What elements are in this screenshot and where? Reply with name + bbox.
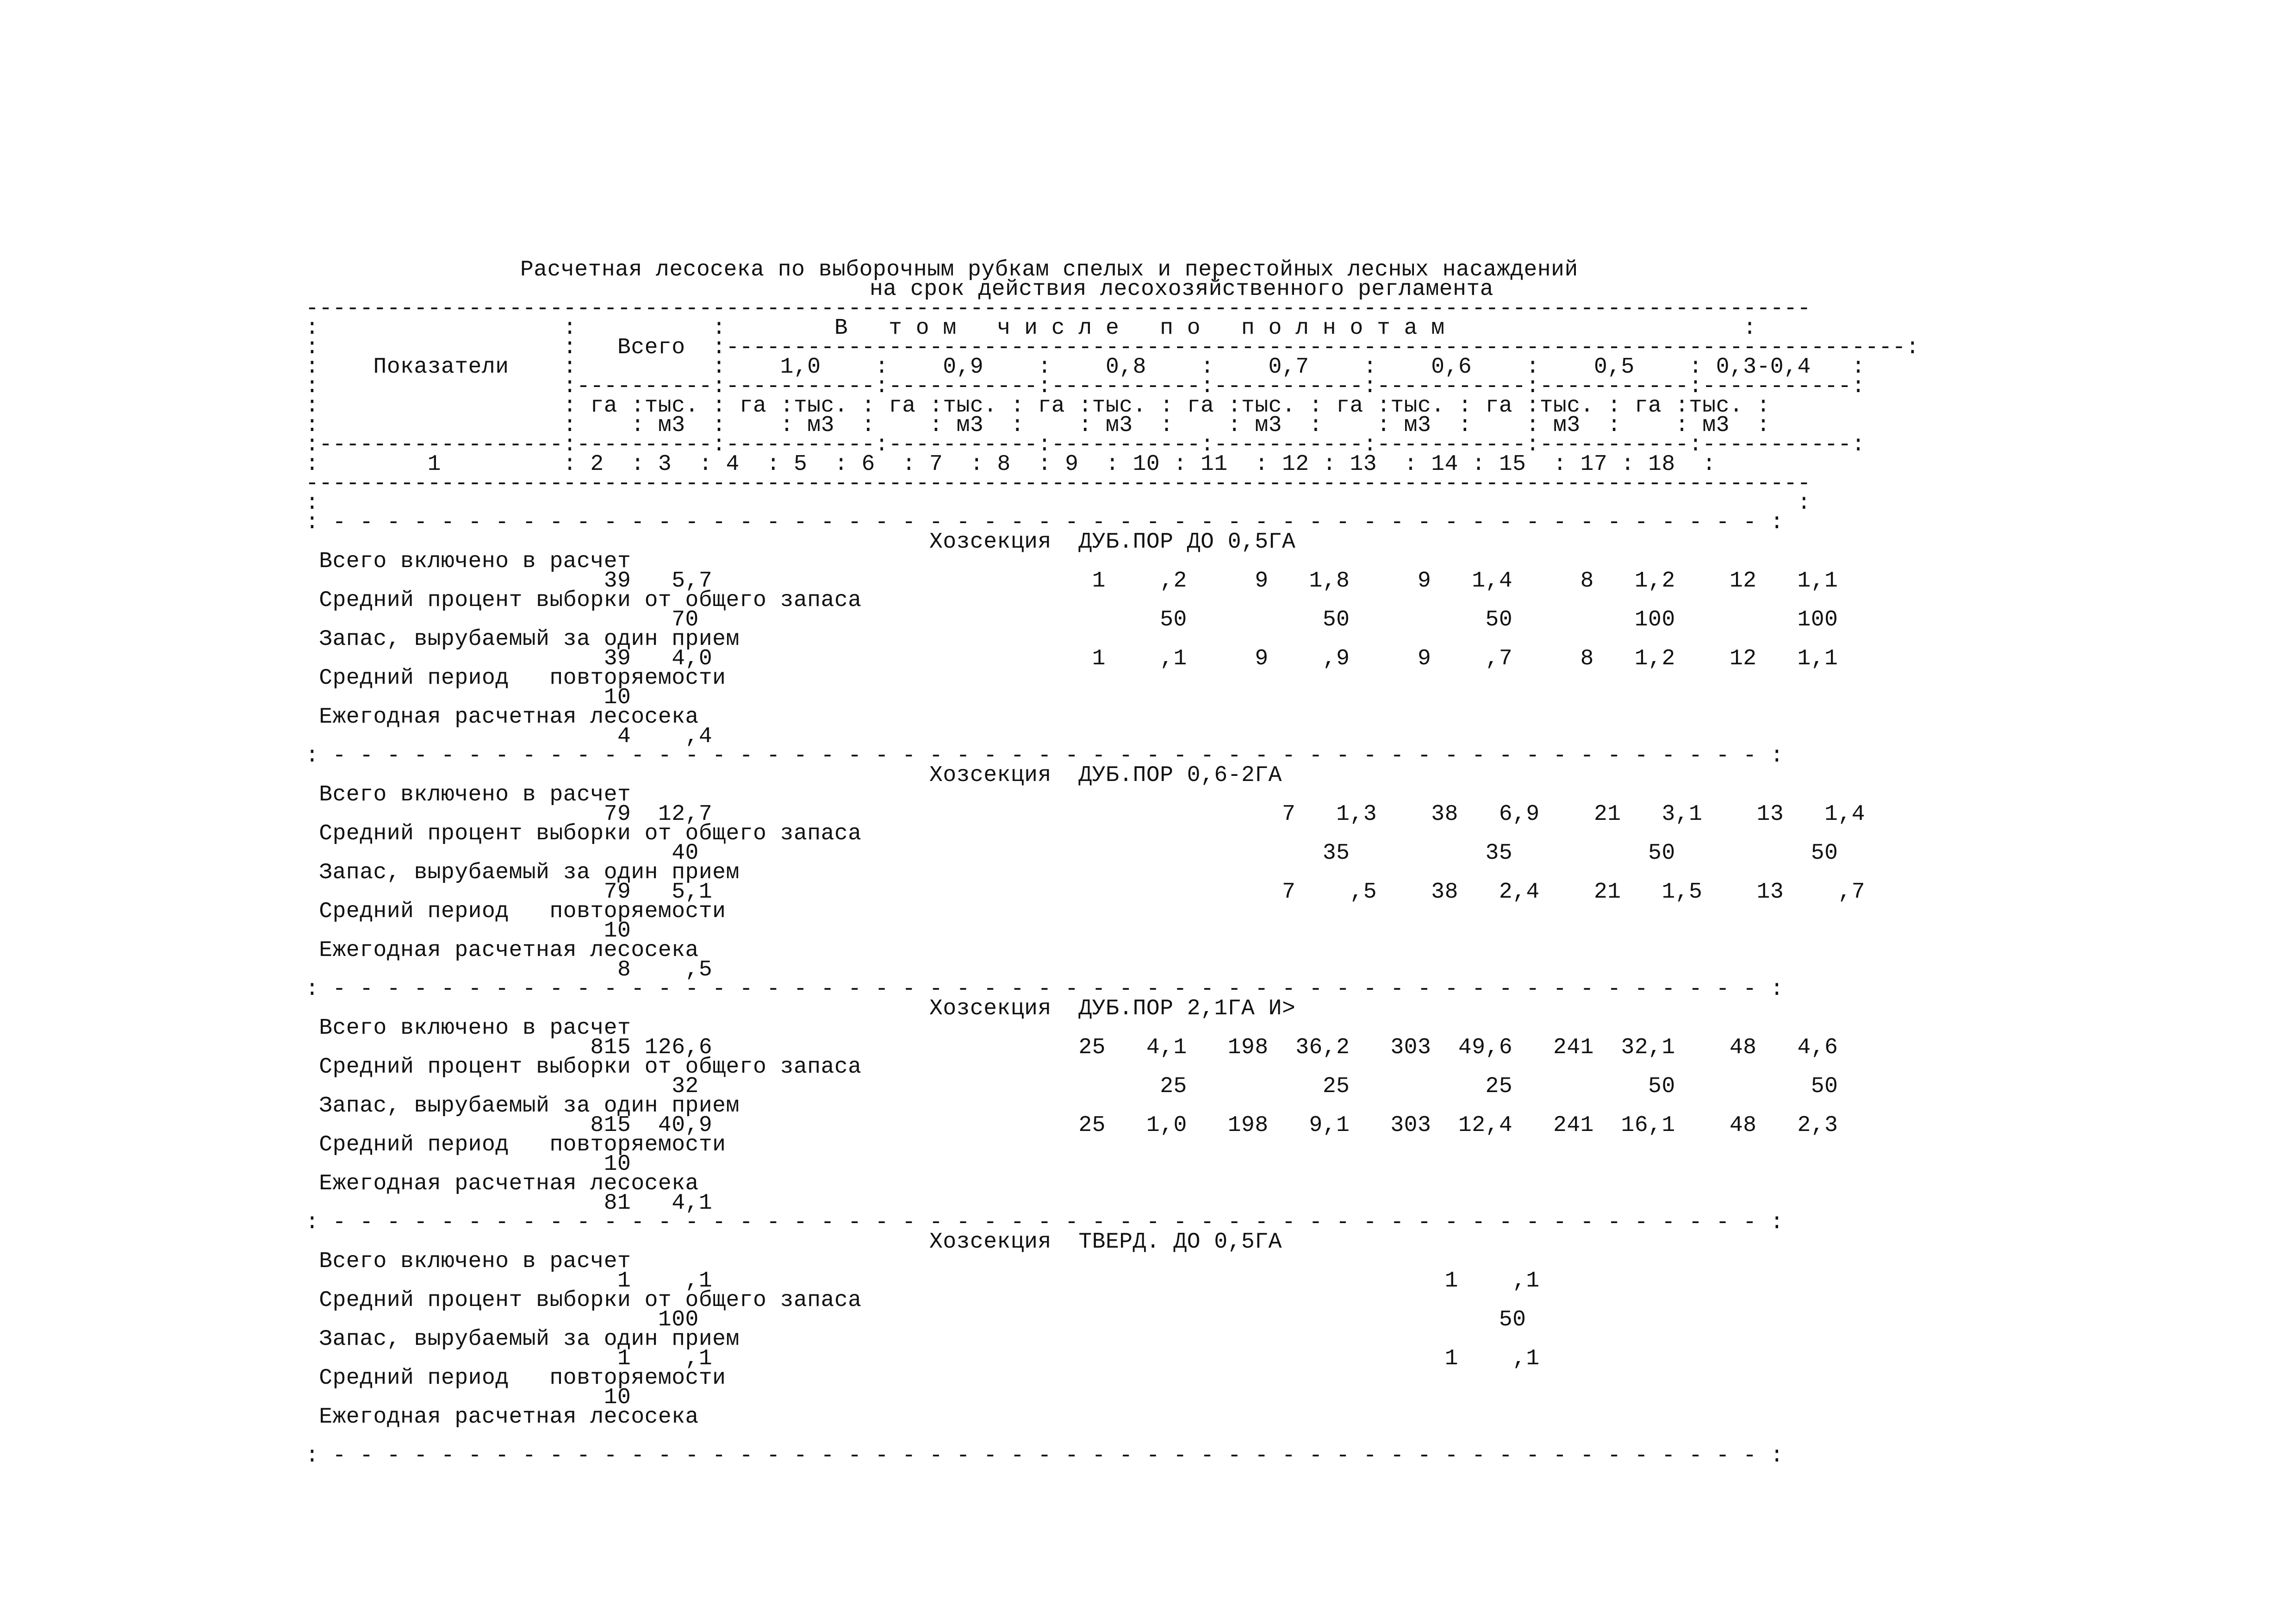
row-values: 1 ,1 1 ,1 (305, 1268, 1540, 1293)
header-row-5: : : га :тыс. : га :тыс. : га :тыс. : га :тыс. : га :тыс. : га :тыс. : га :тыс. : га :тыс. : (305, 394, 1770, 418)
row-label: Средний период повторяемости (305, 666, 726, 691)
row-values: 40 35 35 50 50 (305, 841, 1838, 866)
report-listing (305, 257, 1920, 1468)
row-label: Запас, вырубаемый за один прием (305, 1093, 740, 1118)
row-label: Ежегодная расчетная лесосека (305, 938, 699, 963)
row-label: Средний период повторяемости (305, 899, 726, 924)
report-title-line-1: Расчетная лесосека по выборочным рубкам спелых и перестойных лесных насаждений (520, 257, 1578, 282)
header-column-numbers: : 1 : 2 : 3 : 4 : 5 : 6 : 7 : 8 : 9 : 10 : 11 : 12 : 13 : 14 : 15 : 17 : 18 : (305, 452, 1716, 477)
blank-bordered-row: : : (305, 491, 1811, 516)
row-values: 1 ,1 1 ,1 (305, 1346, 1540, 1371)
row-values: 4 ,4 (305, 724, 713, 749)
header-row-3: : Показатели : : 1,0 : 0,9 : 0,8 : 0,7 : 0,6 : 0,5 : 0,3-0,4 : (305, 355, 1866, 380)
row-label: Всего включено в расчет (305, 782, 631, 807)
row-label: Ежегодная расчетная лесосека (305, 1405, 699, 1430)
row-label: Средний процент выборки от общего запаса (305, 1288, 862, 1313)
row-values: 100 50 (305, 1307, 1526, 1332)
row-values: 39 4,0 1 ,1 9 ,9 9 ,7 8 1,2 12 1,1 (305, 646, 1838, 671)
row-label: Запас, вырубаемый за один прием (305, 1327, 740, 1352)
row-values: 79 12,7 7 1,3 38 6,9 21 3,1 13 1,4 (305, 802, 1866, 827)
table-bottom-divider: : - - - - - - - - - - - - - - - - - - - - - - - - - - - - - - - - - - - - - - - - - - - - - - - - - - - - - : (305, 1443, 1784, 1468)
row-label: Средний период повторяемости (305, 1366, 726, 1391)
header-row-2: : : Всего :---------------------------------------------------------------------------------------: (305, 335, 1920, 360)
section-divider: : - - - - - - - - - - - - - - - - - - - - - - - - - - - - - - - - - - - - - - - - - - - - - - - - - - - - - : (305, 743, 1784, 768)
header-row-4: : :----------:-----------:-----------:-----------:-----------:-----------:-----------:-----------: (305, 374, 1866, 399)
row-label: Средний процент выборки от общего запаса (305, 588, 862, 613)
report-title-line-2: на срок действия лесохозяйственного регламента (870, 277, 1494, 302)
header-bottom-rule: --------------------------------------------------------------------------------------------------------------- (305, 471, 1811, 496)
row-values: 10 (305, 1385, 631, 1410)
row-label: Запас, вырубаемый за один прием (305, 860, 740, 885)
row-values: 10 (305, 685, 631, 710)
section-title: Хозсекция ДУБ.ПОР ДО 0,5ГА (305, 530, 1296, 555)
row-label: Всего включено в расчет (305, 1249, 631, 1274)
row-label: Запас, вырубаемый за один прием (305, 627, 740, 652)
row-label: Всего включено в расчет (305, 549, 631, 574)
row-label: Средний период повторяемости (305, 1132, 726, 1157)
table-top-rule: --------------------------------------------------------------------------------------------------------------- (305, 296, 1811, 321)
section-divider: : - - - - - - - - - - - - - - - - - - - - - - - - - - - - - - - - - - - - - - - - - - - - - - - - - - - - - : (305, 977, 1784, 1002)
row-label: Средний процент выборки от общего запаса (305, 1055, 862, 1080)
row-values: 70 50 50 50 100 100 (305, 607, 1838, 632)
section-title: Хозсекция ДУБ.ПОР 2,1ГА И> (305, 996, 1296, 1021)
row-values: 32 25 25 25 50 50 (305, 1074, 1838, 1099)
section-title: Хозсекция ДУБ.ПОР 0,6-2ГА (305, 763, 1282, 788)
row-values: 10 (305, 918, 631, 943)
header-row-1: : : : В т о м ч и с л е п о п о л н о т а м : (305, 316, 1757, 341)
row-values: 10 (305, 1152, 631, 1177)
row-values: 39 5,7 1 ,2 9 1,8 9 1,4 8 1,2 12 1,1 (305, 568, 1838, 593)
section-divider: : - - - - - - - - - - - - - - - - - - - - - - - - - - - - - - - - - - - - - - - - - - - - - - - - - - - - - : (305, 510, 1784, 535)
section-title: Хозсекция ТВЕРД. ДО 0,5ГА (305, 1230, 1282, 1255)
header-row-7: :------------------:----------:-----------:-----------:-----------:-----------:-----------:-----------:-----------: (305, 432, 1866, 457)
header-row-6: : : : м3 : : м3 : : м3 : : м3 : : м3 : : м3 : : м3 : : м3 : (305, 413, 1770, 438)
row-label: Ежегодная расчетная лесосека (305, 1171, 699, 1196)
row-values: 8 ,5 (305, 957, 713, 982)
row-values: 79 5,1 7 ,5 38 2,4 21 1,5 13 ,7 (305, 880, 1866, 905)
row-label: Всего включено в расчет (305, 1016, 631, 1041)
row-values: 815 40,9 25 1,0 198 9,1 303 12,4 241 16,1 48 2,3 (305, 1113, 1838, 1138)
row-label: Средний процент выборки от общего запаса (305, 821, 862, 846)
row-label: Ежегодная расчетная лесосека (305, 705, 699, 730)
row-values: 815 126,6 25 4,1 198 36,2 303 49,6 241 32,1 48 4,6 (305, 1035, 1838, 1060)
section-divider: : - - - - - - - - - - - - - - - - - - - - - - - - - - - - - - - - - - - - - - - - - - - - - - - - - - - - - : (305, 1210, 1784, 1235)
row-values: 81 4,1 (305, 1191, 713, 1216)
